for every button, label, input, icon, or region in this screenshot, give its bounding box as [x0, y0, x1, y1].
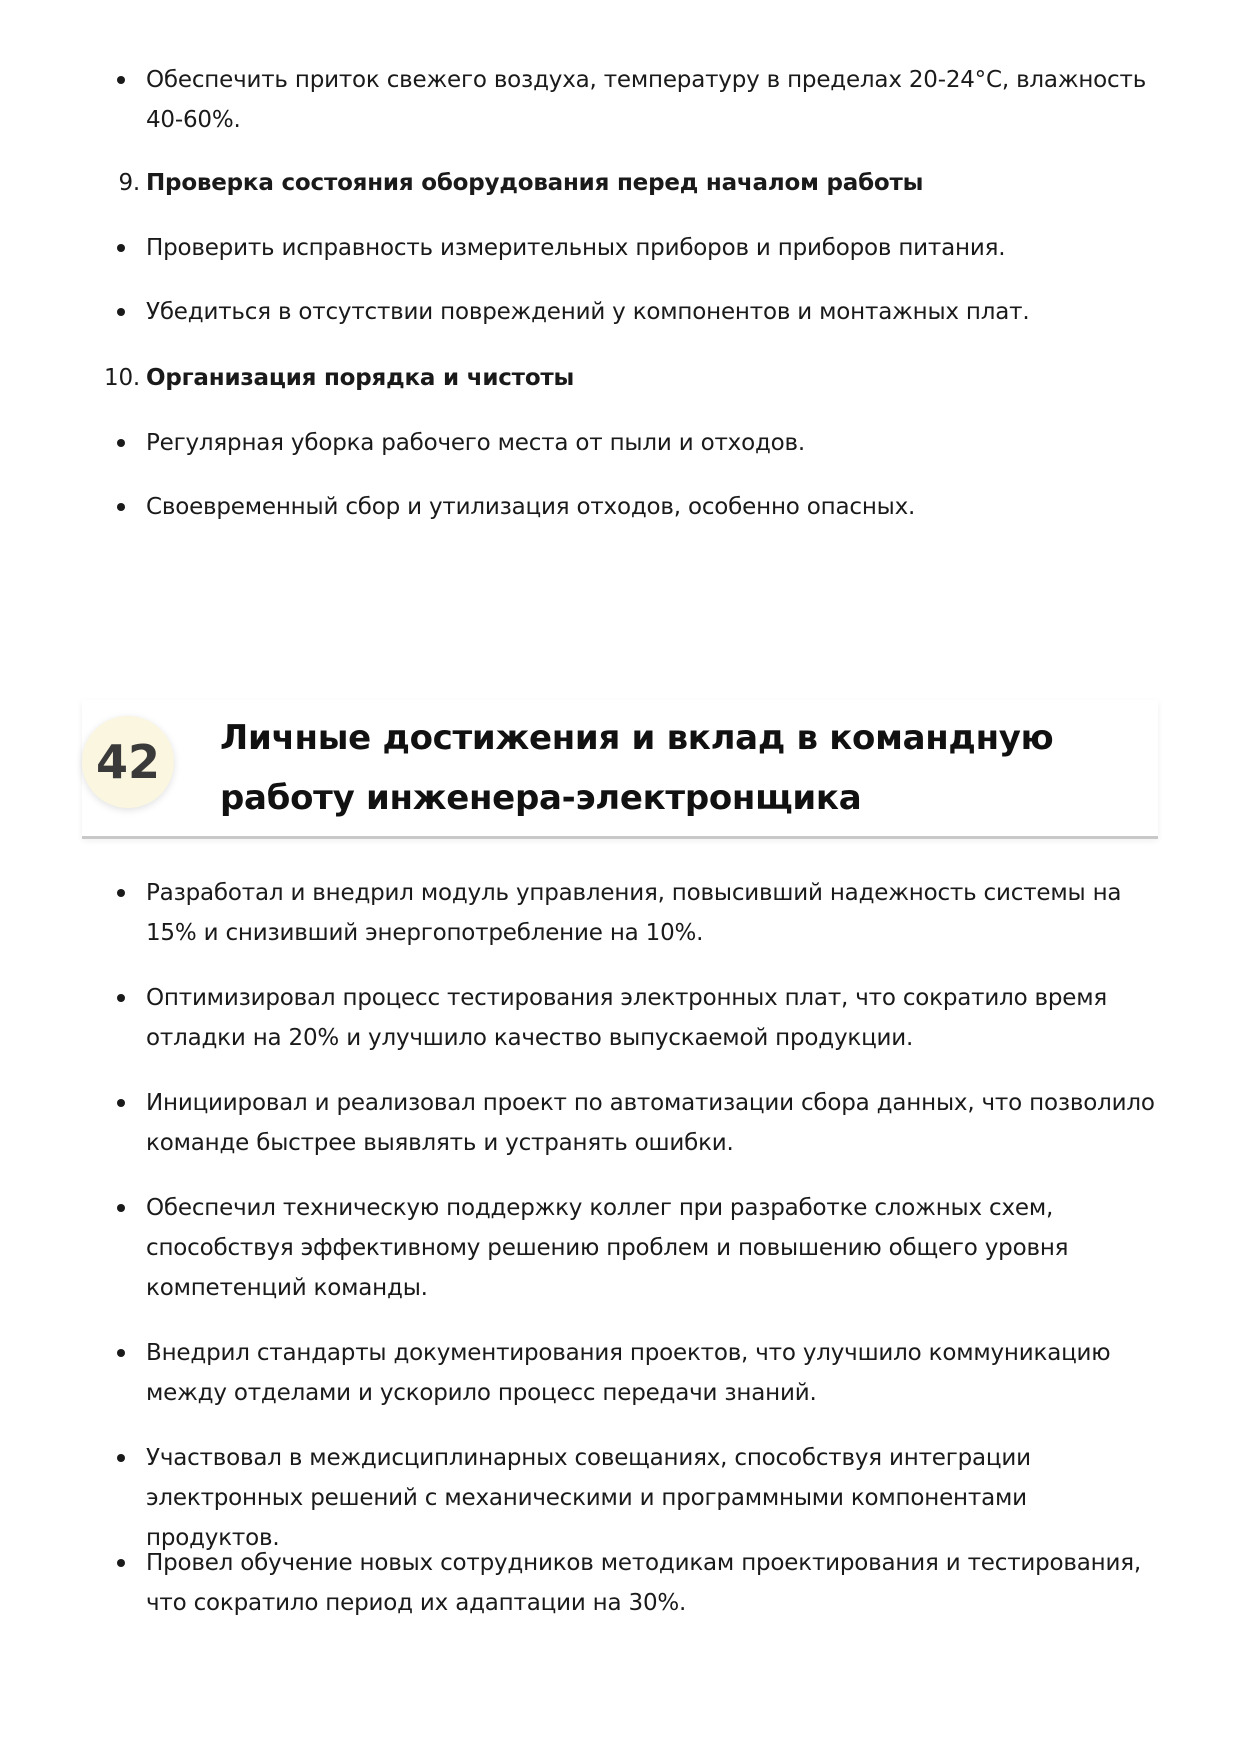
- list-item: [146, 1543, 1162, 1623]
- numbered-heading-9: [118, 163, 1162, 203]
- list-item-text: Убедиться в отсутствии повреждений у компонентов и монтажных плат.: [146, 299, 1030, 325]
- list-item: [146, 1333, 1162, 1413]
- list-item: [146, 1083, 1162, 1163]
- list-item-text: Разработал и внедрил модуль управления, повысивший надежность системы на 15% и снизивший энергопотребление на 10%.: [146, 880, 1122, 946]
- list-item-text: Инициировал и реализовал проект по автоматизации сбора данных, что позволило команде быстрее выявлять и устранять ошибки.: [146, 1090, 1155, 1156]
- list-item: [146, 1438, 1162, 1558]
- list-item: [146, 228, 1162, 268]
- bullet-icon: [117, 1349, 125, 1357]
- list-item-text: Провел обучение новых сотрудников методикам проектирования и тестирования, что сократило период их адаптации на 30%.: [146, 1550, 1141, 1616]
- list-item: [146, 423, 1162, 463]
- list-number: 10.: [104, 365, 140, 391]
- numbered-heading-10: [104, 358, 1162, 398]
- section-title: Личные достижения и вклад в командную работу инженера-электронщика: [220, 718, 1054, 818]
- bullet-icon: [117, 1559, 125, 1567]
- list-item: [146, 60, 1162, 140]
- bullet-icon: [117, 994, 125, 1002]
- bullet-icon: [117, 889, 125, 897]
- bullet-icon: [117, 76, 125, 84]
- list-item-text: Регулярная уборка рабочего места от пыли и отходов.: [146, 430, 805, 456]
- bullet-icon: [117, 244, 125, 252]
- list-item-text: Оптимизировал процесс тестирования электронных плат, что сократило время отладки на 20% и улучшило качество выпускаемой продукции.: [146, 985, 1108, 1051]
- bullet-icon: [117, 503, 125, 511]
- list-item: [146, 1188, 1162, 1308]
- list-item: [146, 487, 1162, 527]
- bullet-icon: [117, 439, 125, 447]
- list-item-text: Участвовал в междисциплинарных совещаниях, способствуя интеграции электронных решений с механическими и программными компонентами продуктов.: [146, 1445, 1031, 1551]
- section-header: [82, 700, 1158, 839]
- list-number: 9.: [118, 170, 140, 196]
- bullet-icon: [117, 1204, 125, 1212]
- bullet-icon: [117, 1099, 125, 1107]
- list-item: [146, 873, 1162, 953]
- list-item: [146, 292, 1162, 332]
- list-item: [146, 978, 1162, 1058]
- numbered-heading-text: Организация порядка и чистоты: [146, 365, 575, 391]
- bullet-icon: [117, 1454, 125, 1462]
- numbered-heading-text: Проверка состояния оборудования перед началом работы: [146, 170, 924, 196]
- list-item-text: Своевременный сбор и утилизация отходов, особенно опасных.: [146, 494, 916, 520]
- list-item-text: Проверить исправность измерительных приборов и приборов питания.: [146, 235, 1006, 261]
- list-item-text: Обеспечить приток свежего воздуха, температуру в пределах 20-24°C, влажность 40-60%.: [146, 67, 1147, 133]
- list-item-text: Обеспечил техническую поддержку коллег при разработке сложных схем, способствуя эффективному решению проблем и повышению общего уровня компетенций команды.: [146, 1195, 1069, 1301]
- list-item-text: Внедрил стандарты документирования проектов, что улучшило коммуникацию между отделами и ускорило процесс передачи знаний.: [146, 1340, 1111, 1406]
- section-number-badge: 42: [82, 716, 174, 808]
- bullet-icon: [117, 308, 125, 316]
